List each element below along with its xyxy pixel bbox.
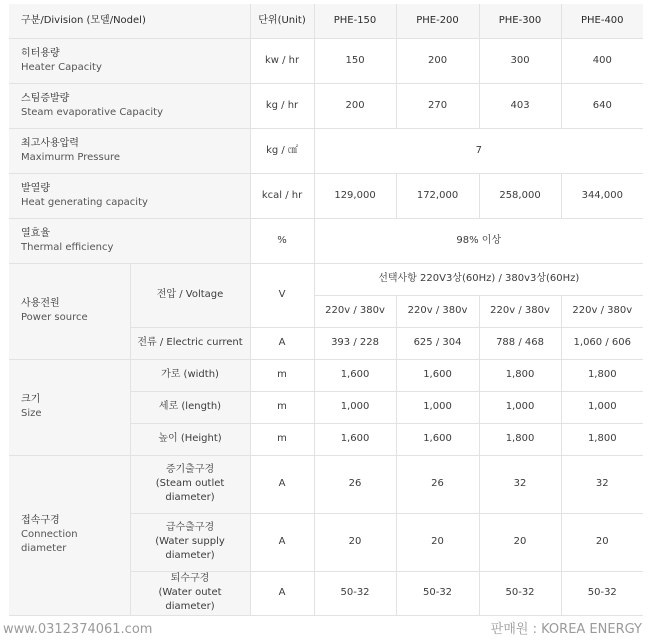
value-cell: 50-32 — [561, 571, 643, 615]
unit-cell: m — [250, 423, 314, 455]
value-cell: 344,000 — [561, 173, 643, 218]
unit-header: 단위(Unit) — [250, 4, 314, 38]
sub-label: 증기출구경 (Steam outlet diameter) — [130, 455, 250, 513]
value-cell: 172,000 — [396, 173, 479, 218]
value-cell: 1,060 / 606 — [561, 327, 643, 359]
sub-label: 가로 (width) — [130, 359, 250, 391]
value-cell: 98% 이상 — [314, 218, 643, 263]
value-cell: 1,000 — [561, 391, 643, 423]
value-cell: 26 — [314, 455, 396, 513]
row-label: 크기 Size — [9, 359, 130, 455]
value-cell: 50-32 — [314, 571, 396, 615]
value-cell: 1,600 — [396, 359, 479, 391]
value-cell: 20 — [479, 513, 561, 571]
sub-label: 퇴수구경 (Water outet diameter) — [130, 571, 250, 615]
unit-cell: kcal / hr — [250, 173, 314, 218]
value-cell: 129,000 — [314, 173, 396, 218]
website-watermark: www.0312374061.com — [3, 622, 153, 637]
sub-label: 높이 (Height) — [130, 423, 250, 455]
spec-table — [9, 4, 643, 616]
model-header: PHE-300 — [479, 4, 561, 38]
value-cell: 220v / 380v — [479, 295, 561, 327]
value-cell: 20 — [396, 513, 479, 571]
value-cell: 400 — [561, 38, 643, 83]
value-cell: 220v / 380v — [314, 295, 396, 327]
sub-label: 전압 / Voltage — [130, 263, 250, 327]
value-cell: 200 — [396, 38, 479, 83]
value-cell: 1,600 — [396, 423, 479, 455]
division-header: 구분/Division (모델/Nodel) — [9, 4, 250, 38]
value-cell: 200 — [314, 83, 396, 128]
unit-cell: kw / hr — [250, 38, 314, 83]
value-cell: 50-32 — [396, 571, 479, 615]
row-label: 열효율 Thermal efficiency — [9, 218, 250, 263]
unit-cell: A — [250, 571, 314, 615]
value-cell: 640 — [561, 83, 643, 128]
unit-cell: m — [250, 391, 314, 423]
value-cell: 270 — [396, 83, 479, 128]
value-cell: 1,000 — [314, 391, 396, 423]
table-row — [9, 218, 643, 263]
table-row — [9, 173, 643, 218]
value-cell: 1,800 — [561, 423, 643, 455]
value-cell: 258,000 — [479, 173, 561, 218]
unit-cell: kg / ㎠ — [250, 128, 314, 173]
row-label: 사용전원 Power source — [9, 263, 130, 359]
value-cell: 32 — [561, 455, 643, 513]
model-header: PHE-150 — [314, 4, 396, 38]
table-row — [9, 38, 643, 83]
value-cell: 1,800 — [479, 423, 561, 455]
row-label: 히터용량 Heater Capacity — [9, 38, 250, 83]
value-cell: 1,600 — [314, 359, 396, 391]
header-row — [9, 4, 643, 38]
value-cell: 1,800 — [479, 359, 561, 391]
table-row — [9, 83, 643, 128]
unit-cell: A — [250, 327, 314, 359]
unit-cell: A — [250, 455, 314, 513]
table-row — [9, 263, 643, 295]
table-row — [9, 455, 643, 513]
unit-cell: V — [250, 263, 314, 327]
unit-cell: m — [250, 359, 314, 391]
value-cell: 32 — [479, 455, 561, 513]
value-cell: 393 / 228 — [314, 327, 396, 359]
option-cell: 선택사항 220V3상(60Hz) / 380v3상(60Hz) — [314, 263, 643, 295]
value-cell: 220v / 380v — [396, 295, 479, 327]
sub-label: 전류 / Electric current — [130, 327, 250, 359]
value-cell: 788 / 468 — [479, 327, 561, 359]
row-label: 스팀증발량 Steam evaporative Capacity — [9, 83, 250, 128]
table-row — [9, 359, 643, 391]
unit-cell: A — [250, 513, 314, 571]
model-header: PHE-200 — [396, 4, 479, 38]
value-cell: 625 / 304 — [396, 327, 479, 359]
value-cell: 20 — [561, 513, 643, 571]
row-label: 최고사용압력 Maximurm Pressure — [9, 128, 250, 173]
value-cell: 50-32 — [479, 571, 561, 615]
value-cell: 403 — [479, 83, 561, 128]
value-cell: 1,000 — [479, 391, 561, 423]
value-cell: 7 — [314, 128, 643, 173]
row-label: 접속구경 Connection diameter — [9, 455, 130, 615]
unit-cell: kg / hr — [250, 83, 314, 128]
value-cell: 1,800 — [561, 359, 643, 391]
row-label: 발열량 Heat generating capacity — [9, 173, 250, 218]
value-cell: 1,000 — [396, 391, 479, 423]
value-cell: 1,600 — [314, 423, 396, 455]
value-cell: 150 — [314, 38, 396, 83]
value-cell: 220v / 380v — [561, 295, 643, 327]
sub-label: 세로 (length) — [130, 391, 250, 423]
value-cell: 26 — [396, 455, 479, 513]
seller-watermark: 판매원 : KOREA ENERGY — [490, 622, 642, 637]
unit-cell: % — [250, 218, 314, 263]
value-cell: 300 — [479, 38, 561, 83]
table-row — [9, 128, 643, 173]
sub-label: 급수출구경 (Water supply diameter) — [130, 513, 250, 571]
value-cell: 20 — [314, 513, 396, 571]
model-header: PHE-400 — [561, 4, 643, 38]
